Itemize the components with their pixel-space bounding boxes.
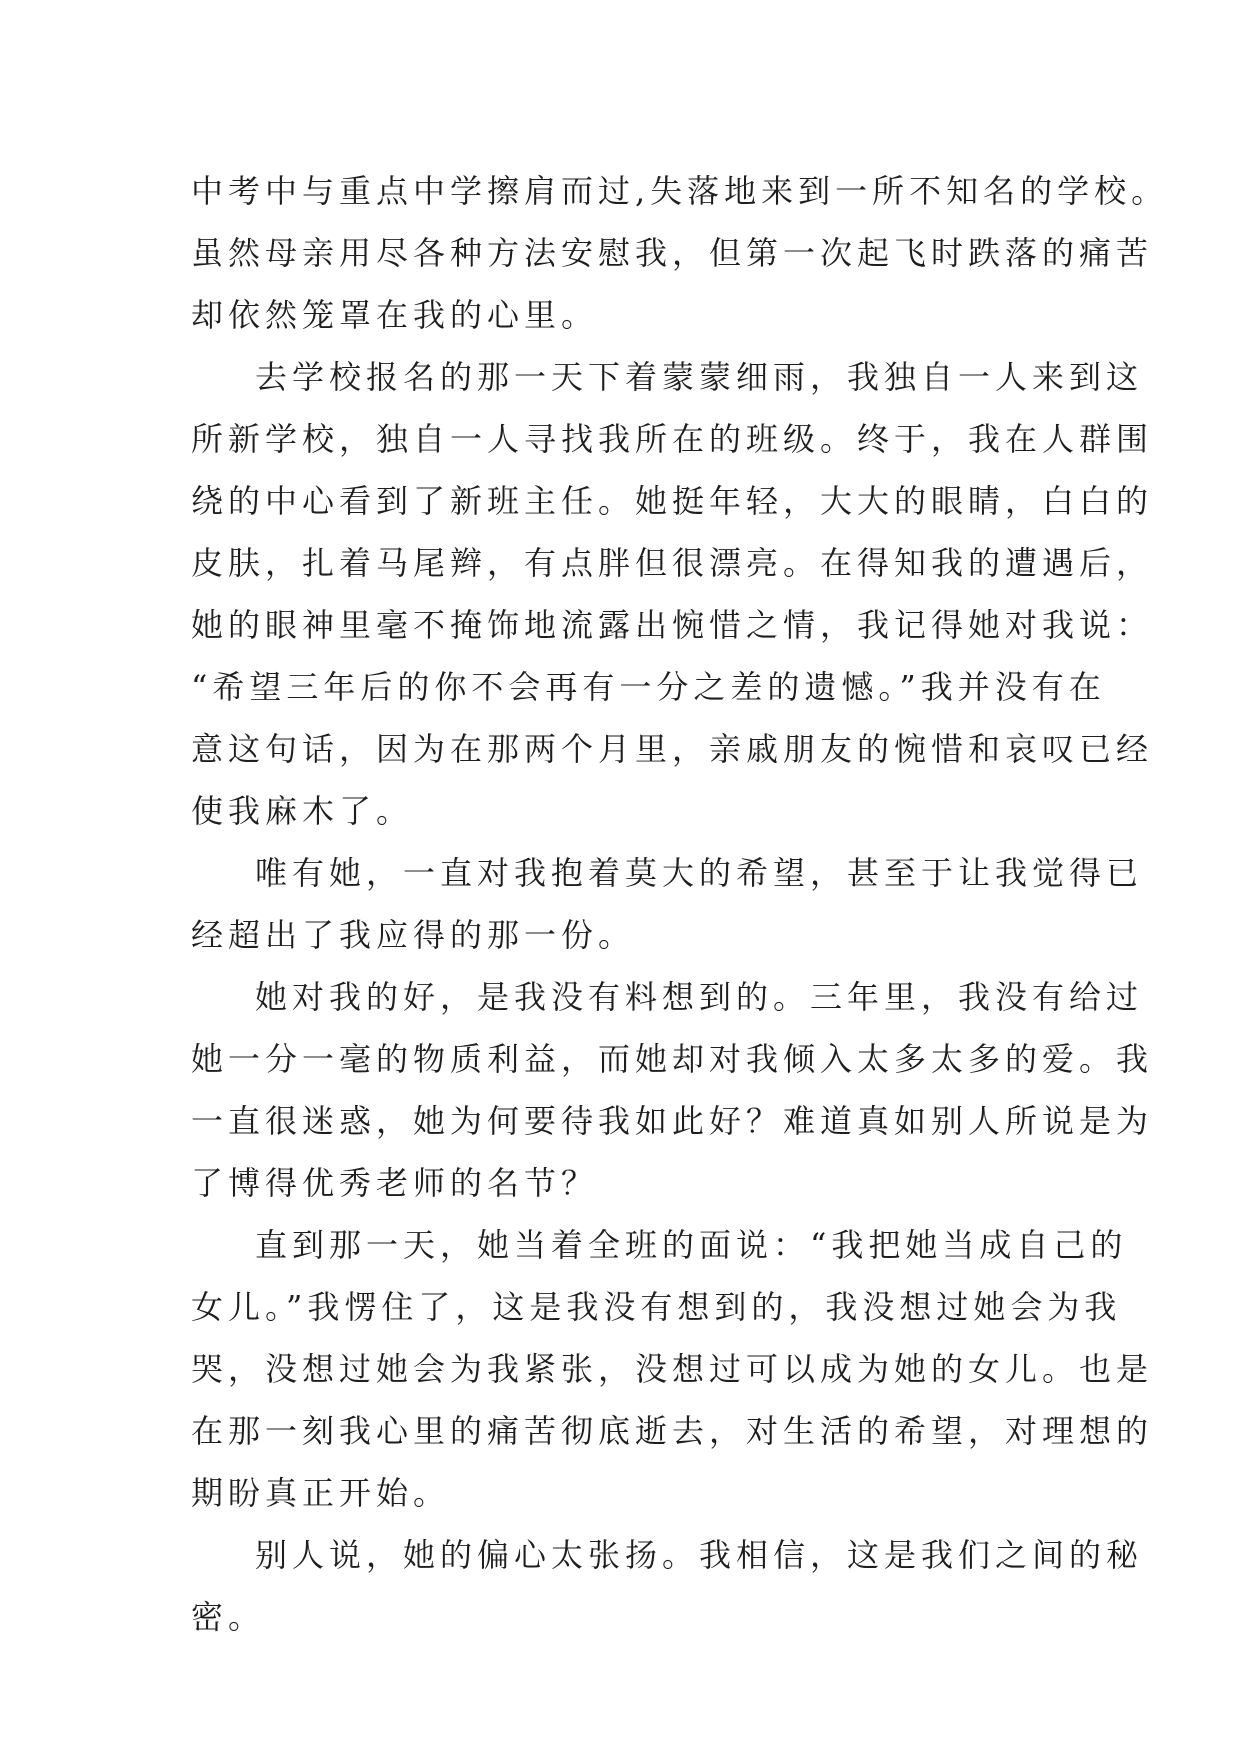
text-line: 她一分一毫的物质利益，而她却对我倾入太多太多的爱。我 — [191, 1040, 1154, 1078]
text-line: 哭，没想过她会为我紧张，没想过可以成为她的女儿。也是 — [191, 1350, 1154, 1388]
text-line: 却依然笼罩在我的心里。 — [191, 296, 599, 334]
text-line: 使我麻木了。 — [191, 792, 414, 830]
text-line: 皮肤，扎着马尾辫，有点胖但很漂亮。在得知我的遭遇后， — [191, 544, 1154, 582]
text-line: 唯有她，一直对我抱着莫大的希望，甚至于让我觉得已 — [255, 854, 1144, 892]
text-line: 虽然母亲用尽各种方法安慰我，但第一次起飞时跌落的痛苦 — [191, 234, 1154, 272]
text-line: 去学校报名的那一天下着蒙蒙细雨，我独自一人来到这 — [255, 358, 1144, 396]
text-line: 她的眼神里毫不掩饰地流露出惋惜之情，我记得她对我说： — [191, 606, 1154, 644]
text-line: 绕的中心看到了新班主任。她挺年轻，大大的眼睛，白白的 — [191, 482, 1154, 520]
text-line: 中考中与重点中学擦肩而过,失落地来到一所不知名的学校。 — [191, 172, 1169, 210]
text-line: 直到那一天，她当着全班的面说：“我把她当成自己的 — [255, 1226, 1128, 1264]
text-line: 了博得优秀老师的名节？ — [191, 1164, 599, 1202]
text-line: 所新学校，独自一人寻找我所在的班级。终于，我在人群围 — [191, 420, 1154, 458]
text-line: 经超出了我应得的那一份。 — [191, 916, 636, 954]
text-line: 期盼真正开始。 — [191, 1474, 451, 1512]
text-line: 在那一刻我心里的痛苦彻底逝去，对生活的希望，对理想的 — [191, 1412, 1154, 1450]
text-line: “希望三年后的你不会再有一分之差的遗憾。”我并没有在 — [191, 668, 1106, 706]
document-body — [191, 160, 1169, 1648]
text-line: 别人说，她的偏心太张扬。我相信，这是我们之间的秘 — [255, 1536, 1144, 1574]
text-line: 密。 — [191, 1598, 266, 1636]
text-line: 意这句话，因为在那两个月里，亲戚朋友的惋惜和哀叹已经 — [191, 730, 1154, 768]
text-line: 她对我的好，是我没有料想到的。三年里，我没有给过 — [255, 978, 1144, 1016]
text-line: 女儿。”我愣住了，这是我没有想到的，我没想过她会为我 — [191, 1288, 1122, 1326]
text-line: 一直很迷惑，她为何要待我如此好？难道真如别人所说是为 — [191, 1102, 1154, 1140]
